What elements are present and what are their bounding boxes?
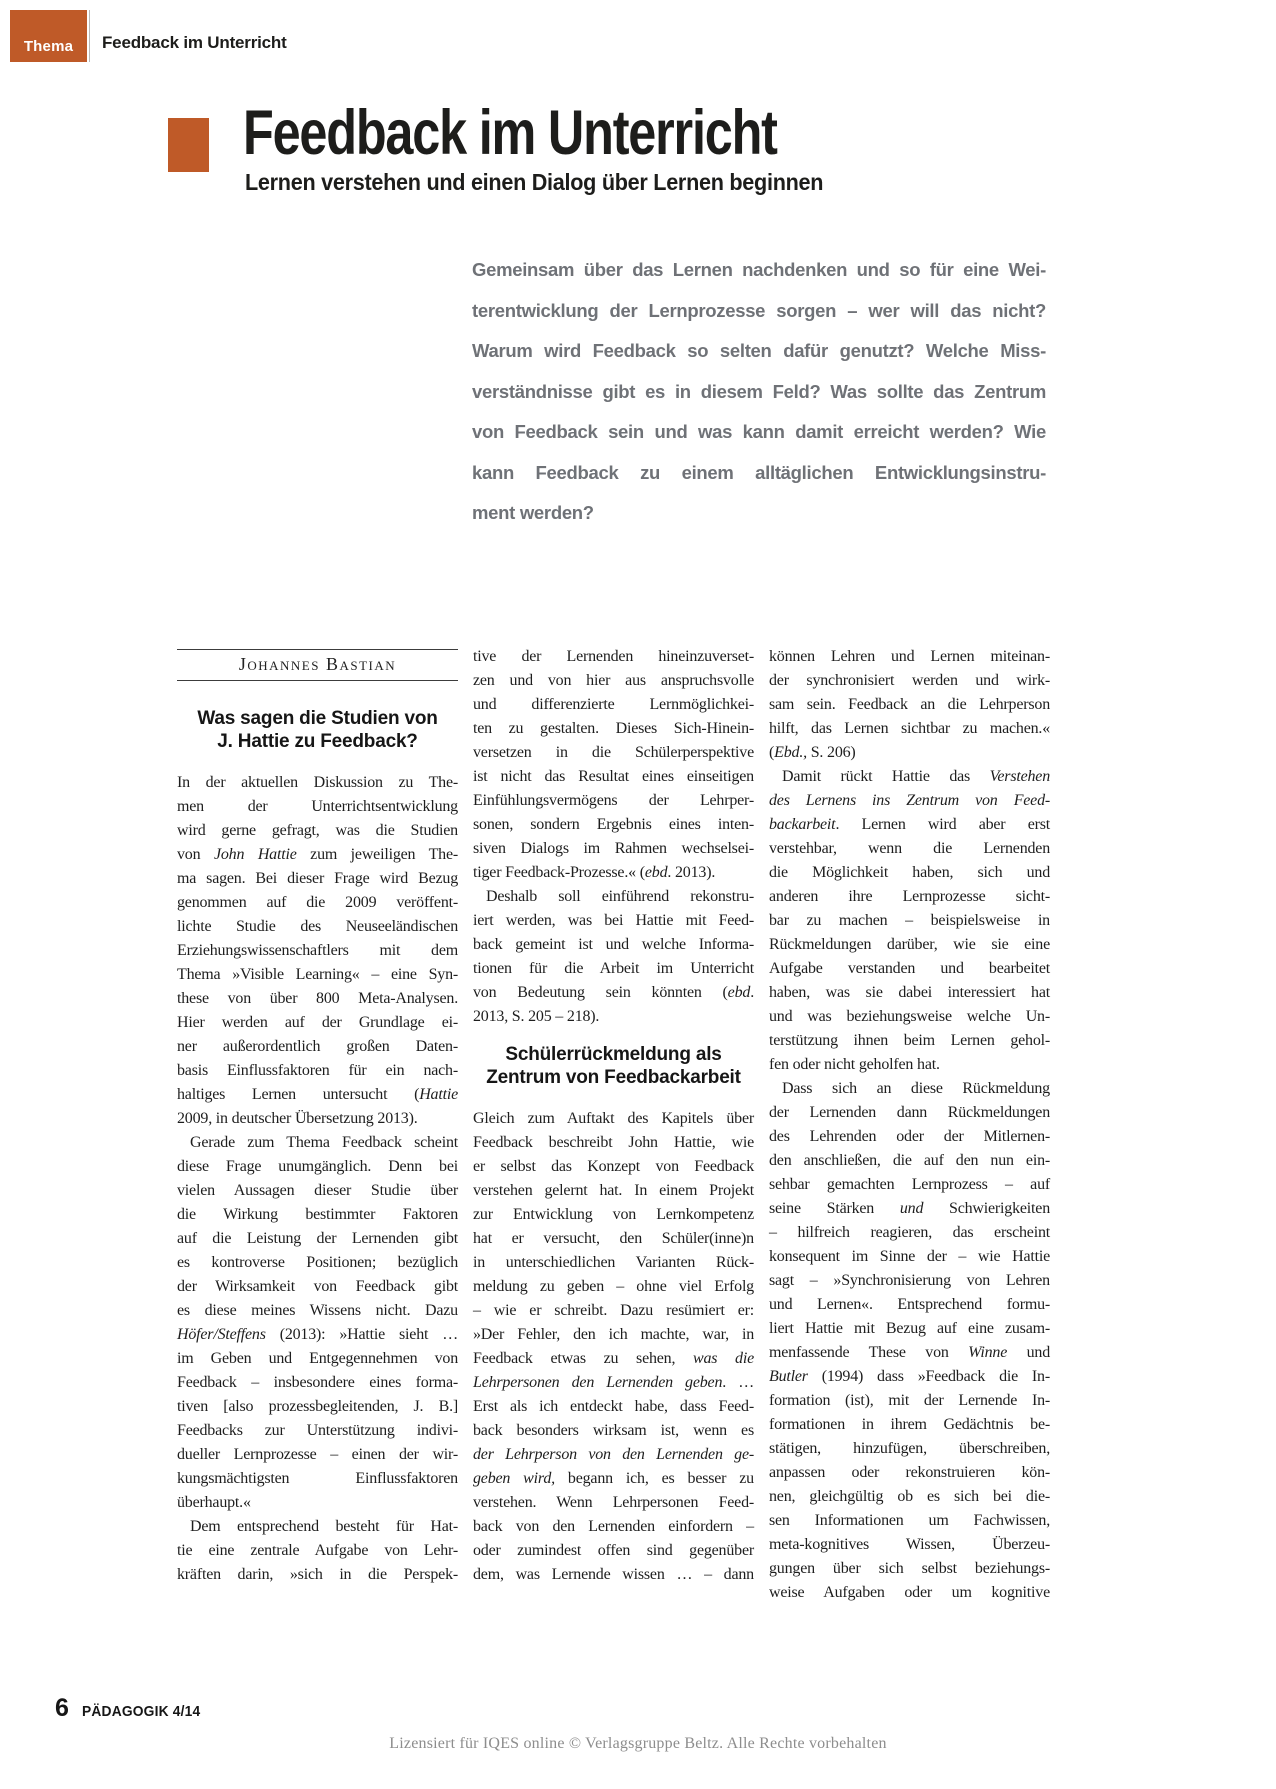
body-line: genommen auf die 2009 veröffent- (177, 894, 458, 911)
body-line: von Bedeutung sein könnten (ebd. (473, 984, 754, 1001)
body-line: back besonders wirksam ist, wenn es (473, 1422, 754, 1439)
body-line: Butler (1994) dass »Feedback die In- (769, 1368, 1050, 1385)
body-line: der Wirksamkeit von Feedback gibt (177, 1278, 458, 1295)
body-line: – wie er schreibt. Dazu resümiert er: (473, 1302, 754, 1319)
body-line: stätigen, hinzufügen, überschreiben, (769, 1440, 1050, 1457)
body-line: haltiges Lernen untersucht (Hattie (177, 1086, 458, 1103)
body-line: Feedback – insbesondere eines forma- (177, 1374, 458, 1391)
body-line: er selbst das Konzept von Feedback (473, 1158, 754, 1175)
body-line: backarbeit. Lernen wird aber erst (769, 816, 1050, 833)
column-3 (769, 645, 1050, 1605)
body-line: Erst als ich entdeckt habe, dass Feed- (473, 1398, 754, 1415)
body-line: formationen in ihrem Gedächtnis be- (769, 1416, 1050, 1433)
body-line: Höfer/Steffens (2013): »Hattie sieht … (177, 1326, 458, 1343)
body-line: Gerade zum Thema Feedback scheint (190, 1134, 458, 1151)
body-line: verstehen gelernt hat. In einem Projekt (473, 1182, 754, 1199)
body-line: fen oder nicht geholfen hat. (769, 1056, 940, 1073)
body-line: tiger Feedback-Prozesse.« (ebd. 2013). (473, 864, 716, 881)
body-line: Aufgabe verstanden und bearbeitet (769, 960, 1050, 977)
body-line: haben, was sie dabei interessiert hat (769, 984, 1050, 1001)
body-line: seine Stärken und Schwierigkeiten (769, 1200, 1050, 1217)
body-line: Gleich zum Auftakt des Kapitels über (473, 1110, 754, 1127)
body-line: – hilfreich reagieren, das erscheint (769, 1224, 1050, 1241)
body-line: es kontroverse Positionen; bezüglich (177, 1254, 458, 1271)
body-line: verstehen. Wenn Lehrpersonen Feed- (473, 1494, 754, 1511)
body-line: Erziehungswissenschaftlers mit dem (177, 942, 458, 959)
body-line: In der aktuellen Diskussion zu The- (177, 774, 458, 791)
author-block (177, 649, 458, 681)
body-line: tive der Lernenden hineinzuverset- (473, 648, 754, 665)
footer-page-number: 6 (55, 1694, 69, 1722)
thema-tab-label: Thema (23, 38, 74, 55)
body-line: Rückmeldungen darüber, wie sie eine (769, 936, 1050, 953)
body-line: men der Unterrichtsentwicklung (177, 798, 458, 815)
thema-tab (10, 10, 87, 62)
body-line: meta-kognitives Wissen, Überzeu- (769, 1536, 1050, 1553)
body-line: these von über 800 Meta-Analysen. (177, 990, 458, 1007)
body-line: und was beziehungsweise welche Un- (769, 1008, 1050, 1025)
body-line: Lehrpersonen den Lernenden geben. … (473, 1374, 754, 1391)
body-line: hilft, das Lernen sichtbar zu machen.« (769, 720, 1050, 737)
body-line: versetzen in die Schülerperspektive (473, 744, 754, 761)
body-line: vielen Aussagen dieser Studie über (177, 1182, 458, 1199)
body-line: 2013, S. 205 – 218). (473, 1008, 600, 1025)
body-line: überhaupt.« (177, 1494, 251, 1511)
body-line: dem, was Lernende wissen … – dann (473, 1566, 754, 1583)
body-line: der Lehrperson von den Lernenden ge- (473, 1446, 754, 1463)
body-line: kungsmächtigsten Einflussfaktoren (177, 1470, 458, 1487)
body-line: und Lernen«. Entsprechend formu- (769, 1296, 1050, 1313)
body-line: konsequent im Sinne der – wie Hattie (769, 1248, 1050, 1265)
body-line: terstützung ihnen beim Lernen gehol- (769, 1032, 1050, 1049)
body-line: sen Informationen um Fachwissen, (769, 1512, 1050, 1529)
body-line: die Möglichkeit haben, sich und (769, 864, 1050, 881)
body-line: sonen, sondern Ergebnis eines inten- (473, 816, 754, 833)
body-line: Thema »Visible Learning« – eine Syn- (177, 966, 458, 983)
body-line: tionen für die Arbeit im Unterricht (473, 960, 754, 977)
body-line: liert Hattie mit Bezug auf eine zusam- (769, 1320, 1050, 1337)
body-line: nen, gleichgültig ob es sich bei die- (769, 1488, 1050, 1505)
body-line: Feedbacks zur Unterstützung indivi- (177, 1422, 458, 1439)
header-section-title: Feedback im Unterricht (102, 33, 287, 52)
body-line: meldung zu geben – ohne viel Erfolg (473, 1278, 754, 1295)
intro-line: ment werden? (472, 502, 594, 523)
body-line: kräften darin, »sich in die Perspek- (177, 1566, 458, 1583)
body-line: 2009, in deutscher Übersetzung 2013). (177, 1110, 418, 1127)
footer-journal-name: PÄDAGOGIK 4/14 (82, 1703, 201, 1720)
body-line: es diese meines Wissens nicht. Dazu (177, 1302, 458, 1319)
intro-line: verständnisse gibt es in diesem Feld? Was sollte das Zentrum (472, 380, 1046, 402)
body-line: können Lehren und Lernen miteinan- (769, 648, 1050, 665)
body-line: und differenzierte Lernmöglichkei- (473, 696, 754, 713)
intro-line: Gemeinsam über das Lernen nachdenken und so für eine Wei- (472, 259, 1046, 280)
body-line: dueller Lernprozesse – einen der wir- (177, 1446, 458, 1463)
body-line: in unterschiedlichen Varianten Rück- (473, 1254, 754, 1271)
body-line: des Lernens ins Zentrum von Feed- (769, 792, 1050, 809)
body-line: weise Aufgaben oder um kognitive (769, 1584, 1050, 1601)
body-line: Dass sich an diese Rückmeldung (782, 1080, 1050, 1097)
column-1 (177, 645, 458, 1605)
body-line: (Ebd., S. 206) (769, 744, 856, 761)
body-line: wird gerne gefragt, was die Studien (177, 822, 458, 839)
author-name: Johannes Bastian (238, 654, 397, 674)
body-line: den anschließen, die auf den nun ein- (769, 1152, 1050, 1169)
body-line: lichte Studie des Neuseeländischen (177, 918, 458, 935)
intro-line: terentwicklung der Lernprozesse sorgen – wer will das nicht? (472, 299, 1046, 321)
body-line: anderen ihre Lernprozesse sicht- (769, 888, 1050, 905)
body-line: ten zu gestalten. Dieses Sich-Hinein- (473, 720, 754, 737)
body-line: gungen über sich selbst beziehungs- (769, 1560, 1050, 1577)
body-line: bar zu machen – beispielsweise in (769, 912, 1050, 929)
body-line: auf die Leistung der Lernenden gibt (177, 1230, 458, 1247)
page-title: Feedback im Unterricht (243, 98, 777, 168)
body-line: basis Einflussfaktoren für ein nach- (177, 1062, 458, 1079)
body-line: formation (ist), mit der Lernende In- (769, 1392, 1050, 1409)
body-line: back gemeint ist und welche Informa- (473, 936, 754, 953)
page-subtitle: Lernen verstehen und einen Dialog über Lernen beginnen (245, 169, 824, 195)
body-line: verstehbar, wenn die Lernenden (769, 840, 1050, 857)
body-line: im Geben und Entgegennehmen von (177, 1350, 458, 1367)
body-line: Feedback beschreibt John Hattie, wie (473, 1134, 754, 1151)
body-line: Deshalb soll einführend rekonstru- (486, 888, 754, 905)
header-divider (89, 10, 90, 62)
body-line: oder zumindest offen sind gegenüber (473, 1542, 754, 1559)
body-line: »Der Fehler, den ich machte, war, in (473, 1326, 754, 1343)
intro-line: von Feedback sein und was kann damit erreicht werden? Wie (472, 421, 1046, 442)
body-line: der synchronisiert werden und wirk- (769, 672, 1050, 689)
body-line: des Lehrenden oder der Mitlernen- (769, 1128, 1050, 1145)
column-2 (473, 645, 754, 1605)
body-line: sehbar gemachten Lernprozess – auf (769, 1176, 1050, 1193)
body-line: sagt – »Synchronisierung von Lehren (769, 1272, 1050, 1289)
section-heading: Schülerrückmeldung als Zentrum von Feedbackarbeit (486, 1044, 741, 1088)
body-line: sam sein. Feedback an die Lehrperson (769, 696, 1050, 713)
body-line: diese Frage unumgänglich. Denn bei (177, 1158, 458, 1175)
intro-line: kann Feedback zu einem alltäglichen Entwicklungsinstru- (472, 461, 1046, 483)
body-line: tie eine zentrale Aufgabe von Lehr- (177, 1542, 458, 1559)
body-line: Dem entsprechend besteht für Hat- (190, 1518, 458, 1535)
body-line: hat er versucht, den Schüler(inne)n (473, 1230, 754, 1247)
body-line: ist nicht das Resultat eines einseitigen (473, 768, 754, 785)
body-line: menfassende These von Winne und (769, 1344, 1051, 1361)
body-line: zur Entwicklung von Lernkompetenz (473, 1206, 754, 1223)
body-line: siven Dialogs im Rahmen wechselsei- (473, 840, 754, 857)
body-line: von John Hattie zum jeweiligen The- (177, 846, 458, 863)
body-line: back von den Lernenden einfordern – (473, 1518, 754, 1535)
title-square-marker-icon (168, 118, 209, 172)
body-line: ma sagen. Bei dieser Frage wird Bezug (177, 870, 458, 887)
body-line: Hier werden auf der Grundlage ei- (177, 1014, 458, 1031)
body-line: Einfühlungsvermögens der Lehrper- (473, 792, 754, 809)
body-line: die Wirkung bestimmter Faktoren (177, 1206, 458, 1223)
intro-paragraph (472, 250, 1046, 534)
article-columns (177, 645, 1050, 1605)
body-line: geben wird, begann ich, es besser zu (473, 1470, 754, 1487)
footer-license-line: Lizensiert für IQES online © Verlagsgruppe Beltz. Alle Rechte vorbehalten (389, 1735, 887, 1752)
body-line: der Lernenden dann Rückmeldungen (769, 1104, 1050, 1121)
intro-line: Warum wird Feedback so selten dafür genutzt? Welche Miss- (472, 340, 1046, 361)
body-line: zen und von hier aus anspruchsvolle (473, 672, 754, 689)
body-line: tiven [also prozessbegleitenden, J. B.] (177, 1398, 458, 1415)
section-heading: Was sagen die Studien von J. Hattie zu Feedback? (197, 708, 438, 752)
body-line: ner außerordentlich großen Daten- (177, 1038, 458, 1055)
body-line: Feedback etwas zu sehen, was die (473, 1350, 754, 1367)
body-line: iert werden, was bei Hattie mit Feed- (473, 912, 754, 929)
body-line: Damit rückt Hattie das Verstehen (782, 768, 1050, 785)
body-line: anpassen oder rekonstruieren kön- (769, 1464, 1050, 1481)
